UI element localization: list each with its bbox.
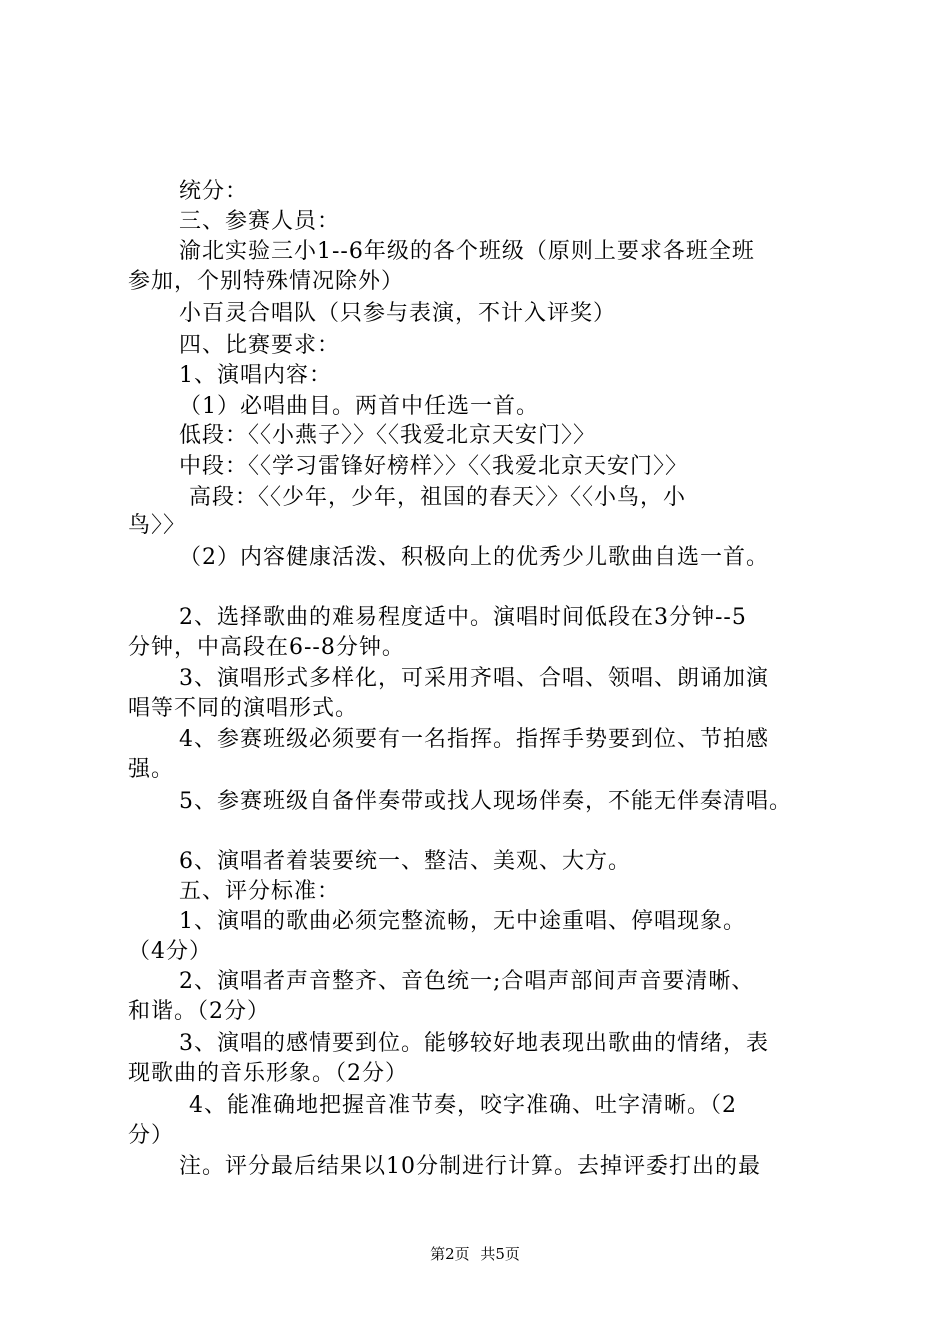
text-line: 参加，个别特殊情况除外） (128, 269, 405, 294)
text-line: 渝北实验三小1--6年级的各个班级（原则上要求各班全班 (179, 239, 755, 264)
page-total: 共5页 (480, 1245, 520, 1263)
text-line: 4、参赛班级必须要有一名指挥。指挥手势要到位、节拍感 (179, 727, 769, 752)
text-line: 现歌曲的音乐形象。（2分） (128, 1061, 408, 1086)
text-line: 和谐。（2分） (128, 999, 270, 1024)
text-line: （2）内容健康活泼、积极向上的优秀少儿歌曲自选一首。 (179, 545, 769, 570)
text-line: 注。评分最后结果以10分制进行计算。去掉评委打出的最 (179, 1154, 761, 1179)
text-line: （1）必唱曲目。两首中任选一首。 (179, 394, 539, 419)
text-line: 低段：〈〈小燕子〉〉〈〈我爱北京天安门〉〉 (179, 423, 597, 448)
section-heading: 四、比赛要求： (179, 333, 341, 358)
text-line: 1、演唱内容： (179, 363, 332, 388)
text-line: 唱等不同的演唱形式。 (128, 696, 359, 721)
text-line: 高段：〈〈少年，少年，祖国的春天〉〉〈〈小鸟，小 (189, 485, 687, 510)
text-line: 2、选择歌曲的难易程度适中。演唱时间低段在3分钟--5 (179, 605, 747, 630)
text-line: 鸟〉〉 (128, 513, 187, 538)
text-line: 3、演唱形式多样化，可采用齐唱、合唱、领唱、朗诵加演 (179, 666, 769, 691)
section-heading: 三、参赛人员： (179, 209, 341, 234)
text-line: 6、演唱者着装要统一、整洁、美观、大方。 (179, 849, 631, 874)
text-line: 中段：〈〈学习雷锋好榜样〉〉〈〈我爱北京天安门〉〉 (179, 454, 689, 479)
text-line: 强。 (128, 757, 175, 782)
text-line: （4分） (128, 939, 212, 964)
text-line: 4、能准确地把握音准节奏，咬字准确、吐字清晰。（2 (189, 1093, 737, 1118)
text-line: 3、演唱的感情要到位。能够较好地表现出歌曲的情绪，表 (179, 1031, 769, 1056)
section-heading: 五、评分标准： (179, 879, 341, 904)
text-line: 分） (128, 1123, 175, 1148)
page-footer (0, 1244, 950, 1264)
text-line: 2、演唱者声音整齐、音色统一;合唱声部间声音要清晰、 (179, 969, 755, 994)
text-line: 统分： (179, 179, 249, 204)
text-line: 1、演唱的歌曲必须完整流畅，无中途重唱、停唱现象。 (179, 909, 746, 934)
text-line: 分钟，中高段在6--8分钟。 (128, 635, 405, 660)
text-line: 小百灵合唱队（只参与表演，不计入评奖） (179, 301, 617, 326)
text-line: 5、参赛班级自备伴奏带或找人现场伴奏，不能无伴奏清唱。 (179, 789, 792, 814)
page-number: 第2页 (430, 1245, 470, 1263)
